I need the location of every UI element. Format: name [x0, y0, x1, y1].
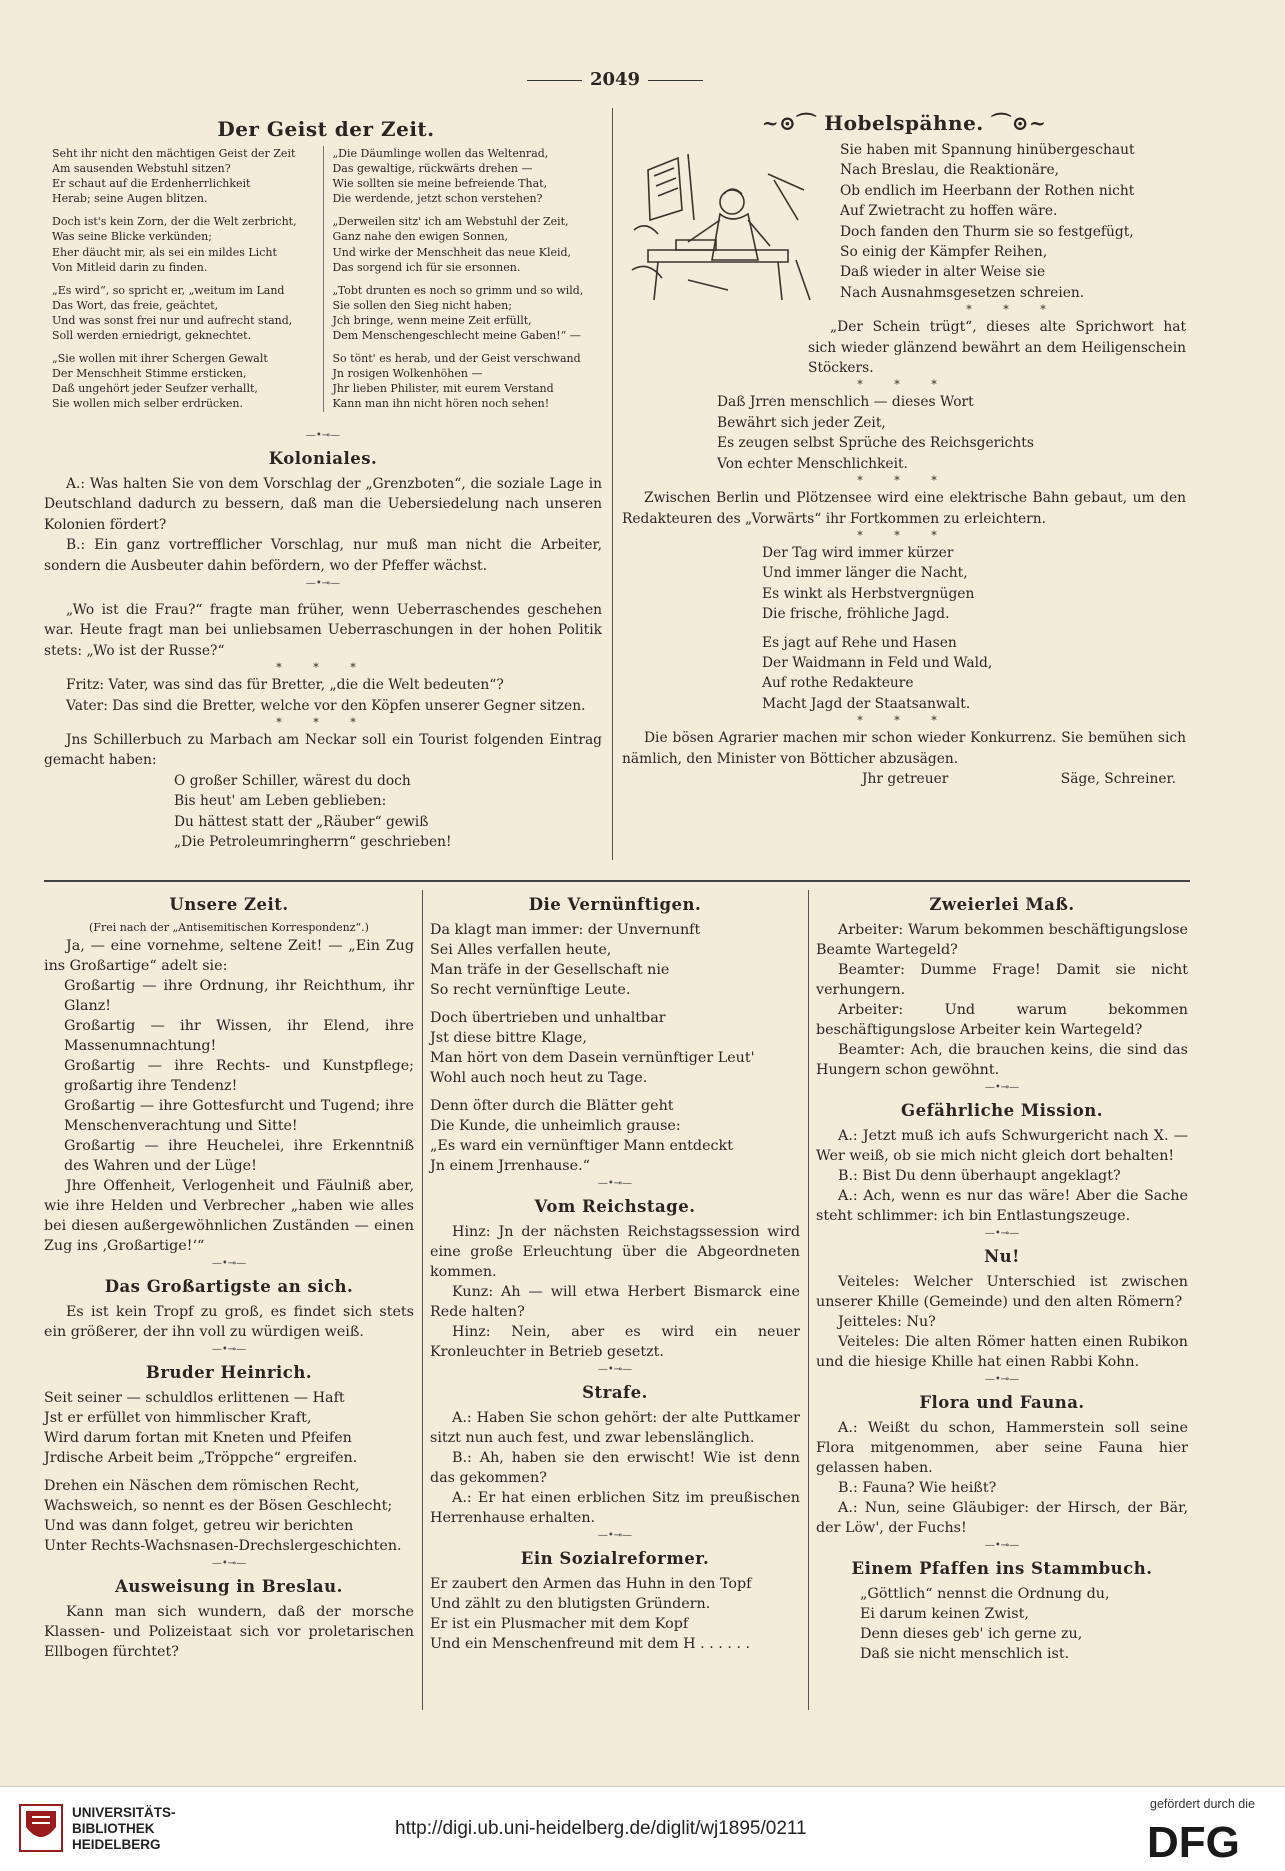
paragraph: Beamter: Dumme Frage! Damit sie nicht verhungern.: [816, 962, 1188, 998]
title-kolonales: Koloniales.: [268, 449, 378, 468]
paragraph: B.: Fauna? Wie heißt?: [838, 1480, 997, 1496]
title-bruder-heinrich: Bruder Heinrich.: [145, 1363, 313, 1382]
schiller-poem: O großer Schiller, wärest du doch Bis heut' am Leben geblieben: Du hättest statt der „Räuber“ gewiß „Die Petroleumringherrn“ geschrieben!: [174, 772, 452, 851]
title-flora-und-fauna: Flora und Fauna.: [919, 1393, 1085, 1412]
list-item: Großartig — ihre Gottesfurcht und Tugend; ihre Menschenverachtung und Sitte!: [64, 1098, 414, 1134]
stanza-jagd: Es jagt auf Rehe und Hasen Der Waidmann in Feld und Wald, Auf rothe Redakteure Macht Jagd der Staatsanwalt.: [762, 634, 993, 712]
poem-stanza: Seit seiner — schuldlos erlittenen — Haft Jst er erfüllet von himmlischer Kraft, Wird darum fortan mit Kneten und Pfeifen Jrdische Arbeit beim „Tröppche“ ergreifen.: [44, 1390, 358, 1466]
paragraph: Fritz: Vater, was sind das für Bretter, „die die Welt bedeuten“?: [66, 677, 504, 694]
paragraph: A.: Jetzt muß ich aufs Schwurgericht nach X. — Wer weiß, ob sie mich nicht gleich dort behalten!: [816, 1128, 1188, 1164]
asterism: * * *: [857, 474, 951, 488]
bottom-column-3: [816, 890, 1188, 1664]
stanza-irren: Daß Jrren menschlich — dieses Wort Bewährt sich jeder Zeit, Es zeugen selbst Sprüche des Reichsgerichts Von echter Menschlichkeit.: [717, 394, 1034, 472]
paragraph: Arbeiter: Und warum bekommen beschäftigungslose Arbeiter kein Wartegeld?: [816, 1002, 1188, 1038]
asterism: * * *: [276, 716, 370, 730]
poem-stanza: „Göttlich“ nennst die Ordnung du, Ei darum keinen Zwist, Denn dieses geb' ich gerne zu, Daß sie nicht menschlich ist.: [860, 1586, 1110, 1662]
asterism: * * *: [857, 714, 951, 728]
title-zweierlei-mass: Zweierlei Maß.: [929, 895, 1075, 914]
asterism: * * *: [966, 303, 1060, 317]
page-number: 2049: [500, 69, 730, 90]
list-item: Großartig — ihre Heuchelei, ihre Erkenntniß des Wahren und der Lüge!: [64, 1138, 414, 1174]
ornament-left: ~⊙⌒: [761, 111, 817, 135]
separator-ornament: —•⊸—: [597, 1530, 633, 1541]
paragraph: B.: Ein ganz vortrefflicher Vorschlag, nur muß man nicht die Arbeiter, sondern die Ausbeuter dahin befördern, wo der Pfeffer wächst.: [44, 537, 602, 574]
viewer-footer: [0, 1786, 1285, 1871]
dfg-logo-icon: [1143, 1817, 1271, 1863]
stanza: Seht ihr nicht den mächtigen Geist der Zeit Am sausenden Webstuhl sitzen? Er schaut auf die Erdenherrlichkeit Herab; seine Augen blitzen.: [52, 147, 296, 206]
poem-stanza: Er zaubert den Armen das Huhn in den Topf Und zählt zu den blutigsten Gründern. Er ist ein Plusmacher mit dem Kopf Und ein Menschenfreund mit dem H . . . . . .: [430, 1576, 752, 1652]
column-rule: [808, 890, 809, 1710]
permalink-url[interactable]: http://digi.ub.uni-heidelberg.de/diglit/wj1895/0211: [395, 1818, 807, 1839]
paragraph: A.: Ach, wenn es nur das wäre! Aber die Sache steht schlimmer: ich bin Entlastungszeuge.: [816, 1188, 1188, 1224]
title-unsere-zeit: Unsere Zeit.: [169, 895, 289, 914]
paragraph: Jns Schillerbuch zu Marbach am Neckar soll ein Tourist folgenden Eintrag gemacht haben:: [44, 732, 602, 769]
bottom-column-1: [44, 890, 414, 1662]
paragraph: A.: Haben Sie schon gehört: der alte Puttkamer sitzt nun auch fest, und zwar lebenslänglich.: [430, 1410, 800, 1446]
paragraph: Veiteles: Welcher Unterschied ist zwischen unserer Khille (Gemeinde) und den alten Römern?: [816, 1274, 1188, 1310]
paragraph: „Wo ist die Frau?“ fragte man früher, wenn Ueberraschendes geschehen war. Heute fragt man bei unliebsamen Ueberraschungen in der hohen Politik stets: „Wo ist der Russe?“: [44, 602, 602, 659]
stanza: „Es wird“, so spricht er, „weitum im Land Das Wort, das freie, geächtet, Und was sonst frei nur und aufrecht stand, Soll werden erniedrigt, geknechtet.: [52, 283, 293, 343]
title-reichstage: Vom Reichstage.: [534, 1197, 696, 1216]
stanza: „Sie wollen mit ihrer Schergen Gewalt Der Menschheit Stimme ersticken, Daß ungehört jeder Seufzer verhallt, Sie wollen mich selber erdrücken.: [52, 352, 268, 411]
title-sozialreformer: Ein Sozialreformer.: [520, 1549, 710, 1568]
paragraph: Jeitteles: Nu?: [838, 1314, 936, 1330]
paragraph: Jhre Offenheit, Verlogenheit und Fäulniß aber, wie ihre Helden und Verbrecher „haben wie alles bei diesen außergewöhnlichen Zuständen — einen Zug ins ‚Großartige!‘“: [44, 1178, 414, 1254]
separator-ornament: —•⊸—: [211, 1258, 247, 1269]
paragraph: B.: Ah, haben sie den erwischt! Wie ist denn das gekommen?: [430, 1450, 800, 1486]
separator-ornament: —•⊸—: [984, 1082, 1020, 1093]
signature: Jhr getreuer Säge, Schreiner.: [862, 770, 1176, 787]
university-name: UNIVERSITÄTS- BIBLIOTHEK HEIDELBERG: [72, 1805, 176, 1852]
paragraph: A.: Nun, seine Gläubiger: der Hirsch, der Bär, der Löw', der Fuchs!: [816, 1500, 1188, 1536]
separator-ornament: —•⊸—: [211, 1558, 247, 1569]
list-item: Großartig — ihre Ordnung, ihr Reichthum, ihr Glanz!: [64, 978, 414, 1014]
paragraph: A.: Weißt du schon, Hammerstein soll seine Flora mitgenommen, aber seine Fauna hier gelassen haben.: [816, 1420, 1188, 1476]
paragraph: Die bösen Agrarier machen mir schon wieder Konkurrenz. Sie bemühen sich nämlich, den Minister von Bötticher abzusägen.: [622, 730, 1186, 767]
poem-stanza: Drehen ein Näschen dem römischen Recht, Wachsweich, so nennt es der Bösen Geschlecht; Und was dann folget, getreu wir berichten Unter Rechts-Wachsnasen-Drechslergeschichten.: [44, 1478, 402, 1554]
university-logo-icon: [18, 1803, 64, 1853]
paragraph: Kann man sich wundern, daß der morsche Klassen- und Polizeistaat sich vor proletarischen Ellbogen fürchtet?: [44, 1604, 414, 1660]
carpenter-illustration: [628, 150, 812, 304]
asterism: * * *: [276, 661, 370, 675]
paragraph: B.: Bist Du denn überhaupt angeklagt?: [838, 1168, 1121, 1184]
separator-ornament: —•⊸—: [984, 1228, 1020, 1239]
ornament-right: ⌒⊙~: [991, 111, 1047, 135]
paragraph: A.: Was halten Sie von dem Vorschlag der „Grenzboten“, die soziale Lage in Deutschland dadurch zu bessern, daß man die Uebersiedelung nach unseren Kolonien fördert?: [44, 476, 602, 533]
title-grossartigste: Das Großartigste an sich.: [104, 1277, 354, 1296]
dfg-logo-text: DFG: [1147, 1818, 1240, 1863]
poem-geist-der-zeit: [52, 112, 600, 412]
title-pfaffen-stammbuch: Einem Pfaffen ins Stammbuch.: [851, 1559, 1153, 1578]
title-nu: Nu!: [984, 1247, 1020, 1266]
title-strafe: Strafe.: [582, 1383, 648, 1402]
title-vernuenftigen: Die Vernünftigen.: [528, 895, 702, 914]
paragraph: A.: Er hat einen erblichen Sitz im preußischen Herrenhause erhalten.: [430, 1490, 800, 1526]
asterism: * * *: [857, 528, 951, 542]
stanza: „Die Däumlinge wollen das Weltenrad, Das gewaltige, rückwärts drehen — Wie sollten sie meine befreiende That, Die werdende, jetzt schon verstehen?: [332, 147, 549, 206]
title-hobelspaehne: ~⊙⌒ Hobelspähne. ⌒⊙~: [761, 111, 1047, 135]
paragraph: Beamter: Ach, die brauchen keins, die sind das Hungern schon gewöhnt.: [816, 1042, 1188, 1078]
list-item: Großartig — ihre Rechts- und Kunstpflege; großartig ihre Tendenz!: [64, 1058, 414, 1094]
separator-ornament: —•⊸—: [305, 430, 341, 441]
paragraph: Arbeiter: Warum bekommen beschäftigungslose Beamte Wartegeld?: [816, 922, 1188, 958]
column-rule: [422, 890, 423, 1710]
title-gefaehrliche-mission: Gefährliche Mission.: [900, 1101, 1103, 1120]
subtitle: (Frei nach der „Antisemitischen Korrespondenz“.): [89, 921, 369, 934]
title-ausweisung: Ausweisung in Breslau.: [115, 1577, 343, 1596]
bottom-column-2: [430, 890, 800, 1654]
stanza-tag: Der Tag wird immer kürzer Und immer länger die Nacht, Es winkt als Herbstvergnügen Die frische, fröhliche Jagd.: [762, 544, 975, 623]
separator-ornament: —•⊸—: [597, 1178, 633, 1189]
list-item: Großartig — ihr Wissen, ihr Elend, ihre Massenumnachtung!: [64, 1018, 414, 1054]
stanza: „Tobt drunten es noch so grimm und so wild, Sie sollen den Sieg nicht haben; Jch bringe, wenn meine Zeit erfüllt, Dem Menschengeschlecht meine Gaben!“ —: [332, 283, 584, 343]
separator-ornament: —•⊸—: [984, 1374, 1020, 1385]
paragraph: Hinz: Nein, aber es wird ein neuer Kronleuchter in Betrieb gesetzt.: [430, 1324, 800, 1360]
paragraph: „Der Schein trügt“, dieses alte Sprichwort hat sich wieder glänzend bewährt an dem Heiligenschein Stöckers.: [808, 319, 1186, 377]
paragraph: Veiteles: Die alten Römer hatten einen Rubikon und die hiesige Khille hat einen Rabbi Kohn.: [816, 1334, 1188, 1370]
paragraph: Ja, — eine vornehme, seltene Zeit! — „Ein Zug ins Großartige“ adelt sie:: [44, 938, 414, 974]
poem-stanza: Denn öfter durch die Blätter geht Die Kunde, die unheimlich grause: „Es ward ein vernünftiger Mann entdeckt Jn einem Jrrenhause.“: [430, 1098, 733, 1174]
section-rule: [44, 880, 1190, 882]
poem-stanza: Da klagt man immer: der Unvernunft Sei Alles verfallen heute, Man träfe in der Gesellschaft nie So recht vernünftige Leute.: [430, 922, 701, 998]
column-rule: [612, 108, 613, 860]
separator-ornament: —•⊸—: [984, 1540, 1020, 1551]
funding-caption: gefördert durch die: [1150, 1797, 1255, 1811]
stanza: Doch ist's kein Zorn, der die Welt zerbricht, Was seine Blicke verkünden; Eher däucht mir, als sei ein mildes Licht Von Mitleid darin zu finden.: [52, 215, 297, 274]
poem-right-half: [323, 146, 600, 412]
poem-left-half: [52, 146, 323, 412]
poem-stanza: Doch übertrieben und unhaltbar Jst diese bittre Klage, Man hört von dem Dasein vernünftiger Leut' Wohl auch noch heut zu Tage.: [430, 1010, 755, 1086]
stanza: „Derweilen sitz' ich am Webstuhl der Zeit, Ganz nahe den ewigen Sonnen, Und wirke der Menschheit das neue Kleid, Das sorgend ich für sie ersonnen.: [332, 215, 572, 274]
stanza: So tönt' es herab, und der Geist verschwand Jn rosigen Wolkenhöhen — Jhr lieben Philister, mit eurem Verstand Kann man ihn nicht hören noch sehen!: [332, 352, 581, 411]
paragraph: Es ist kein Tropf zu groß, es findet sich stets ein größerer, der ihn voll zu würdigen weiß.: [44, 1304, 414, 1340]
stanza-breslau: Sie haben mit Spannung hinübergeschaut Nach Breslau, die Reaktionäre, Ob endlich im Heerbann der Rothen nicht Auf Zwietracht zu hoffen wäre. Doch fanden den Thurm sie so festgefügt, So einig der Kämpfer Reihen, Daß wieder in alter Weise sie Nach Ausnahmsgesetzen schreien.: [840, 142, 1135, 301]
separator-ornament: —•⊸—: [211, 1344, 247, 1355]
title-geist-der-zeit: Der Geist der Zeit.: [217, 117, 435, 141]
separator-ornament: —•⊸—: [305, 578, 341, 590]
top-left-satire: [44, 428, 602, 853]
paragraph: Hinz: Jn der nächsten Reichstagssession wird eine große Erleuchtung über die Abgeordneten kommen.: [430, 1224, 800, 1280]
paragraph: Kunz: Ah — will etwa Herbert Bismarck eine Rede halten?: [430, 1284, 800, 1320]
paragraph: Zwischen Berlin und Plötzensee wird eine elektrische Bahn gebaut, um den Redakteuren des „Vorwärts“ ihr Fortkommen zu erleichtern.: [622, 490, 1186, 527]
separator-ornament: —•⊸—: [597, 1364, 633, 1375]
paragraph: Vater: Das sind die Bretter, welche vor den Köpfen unserer Gegner sitzen.: [66, 697, 586, 714]
asterism: * * *: [857, 378, 951, 392]
